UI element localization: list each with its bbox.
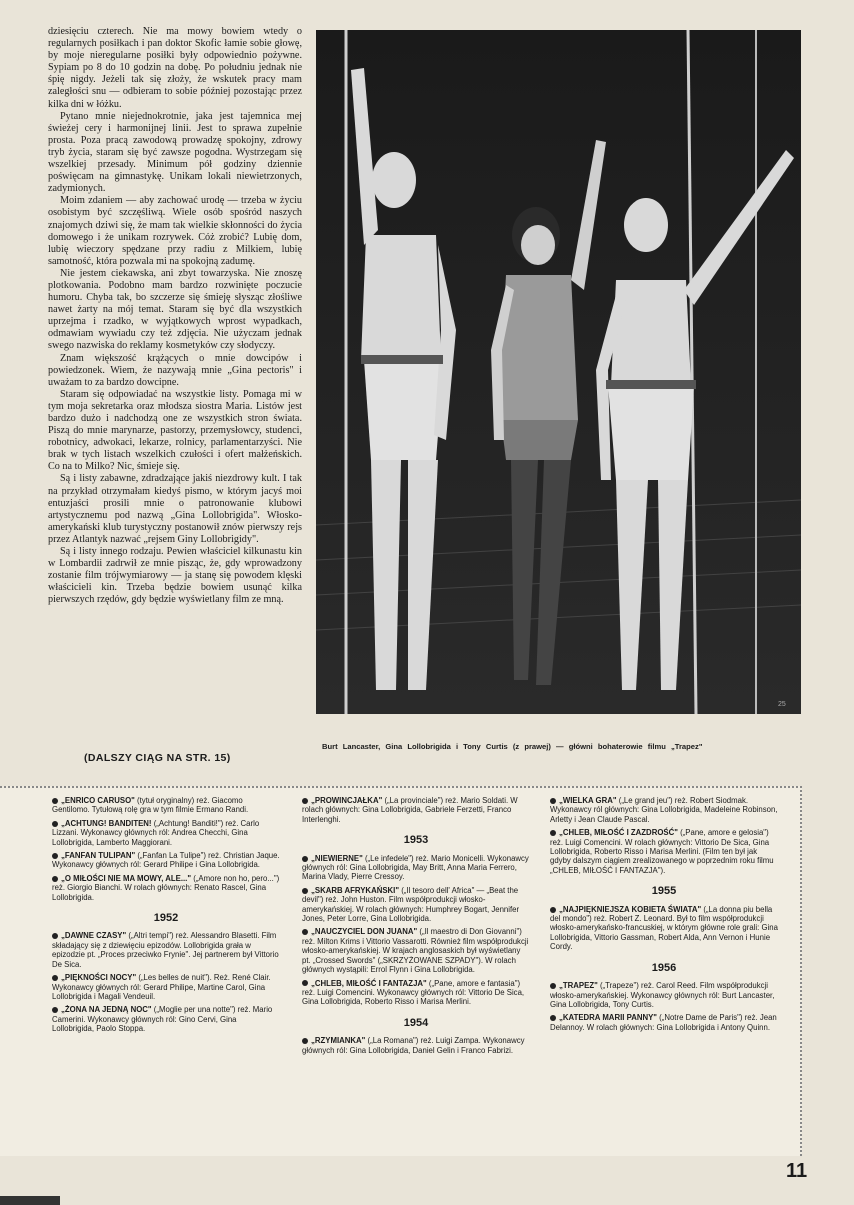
filmography-column-2 bbox=[302, 796, 530, 1059]
bullet-icon bbox=[302, 980, 308, 986]
continued-note: (DALSZY CIĄG NA STR. 15) bbox=[84, 752, 231, 764]
film-details: („Fanfan La Tulipe") reż. Christian Jaque. Wykonawcy głównych ról: Gerard Philipe i Gina Lollobrigida. bbox=[52, 851, 280, 870]
film-details: („Le grand jeu") reż. Robert Siodmak. Wykonawcy ról głównych: Gina Lollobrigida, Madeleine Robinson, Arletty i Jean Claude Pascal. bbox=[550, 796, 778, 824]
film-details: („Altri tempi") reż. Alessandro Blasetti. Film składający się z dziewięciu epizodów. Lollobrigida grała w epizodzie pt. „Proces przeciwko Frynie". Jej partnerem był Vittorio De Sica. bbox=[52, 931, 279, 969]
bullet-icon bbox=[302, 929, 308, 935]
article-paragraph: dziesięciu czterech. Nie ma mowy bowiem wtedy o regularnych posiłkach i pan doktor Skofic łamie sobie głowę, by moje nieregularne posiłki były odpowiednio pożywne. Sypiam po 8 do 10 godzin na dobę. Po południu jednak nie śpię nigdy. Jeżeli tak się złoży, że wskutek pracy mam zaległości snu — odbieram to sobie później pozostając przez kilka dni w łóżku. bbox=[48, 26, 302, 110]
film-entry bbox=[302, 927, 530, 974]
film-title: „NAUCZYCIEL DON JUANA" bbox=[311, 927, 418, 937]
article-text bbox=[48, 26, 302, 607]
bullet-icon bbox=[52, 821, 58, 827]
film-entry bbox=[302, 886, 530, 924]
bullet-icon bbox=[52, 798, 58, 804]
film-details: („Moglie per una notte") reż. Mario Camerini. Wykonawcy głównych ról: Gino Cervi, Gina Lollobrigida, Paolo Stoppa. bbox=[52, 1005, 273, 1034]
bullet-icon bbox=[52, 1007, 58, 1013]
film-details: („Il tesoro dell' Africa" — „Beat the devil") reż. John Huston. Film współprodukcji włosko-amerykańskiej. W rolach głównych: Humphrey Bogart, Jennifer Jones, Peter Lorre, Gina Lollobrigida. bbox=[302, 885, 520, 924]
film-title: „FANFAN TULIPAN" bbox=[61, 851, 136, 861]
bullet-icon bbox=[302, 856, 308, 862]
bullet-icon bbox=[550, 983, 556, 989]
film-entry bbox=[52, 973, 280, 1001]
bullet-icon bbox=[550, 830, 556, 836]
film-details: („Pane, amore e fantasia") reż. Luigi Comencini. Wykonawcy głównych ról: Vittorio De Sica, Gina Lollobrigida, Roberto Risso i Marisa Merlini. bbox=[302, 978, 525, 1007]
year-heading: 1955 bbox=[651, 885, 677, 898]
article-paragraph: Pytano mnie niejednokrotnie, jaka jest tajemnica mej świeżej cery i harmonijnej linii. Jest to sprawa zupełnie prosta. Poza pracą zawodową prowadzę spokojny, zdrowy tryb życia, staram się być zawsze pogodna. Wystrzegam się wszelkiej przesady. Minimum pół godziny dziennie poświęcam na gimnastykę. Unikam lokali niewietrzonych, zadymionych. bbox=[48, 110, 302, 195]
film-title: „PIĘKNOŚCI NOCY" bbox=[61, 973, 137, 983]
film-entry bbox=[52, 796, 280, 815]
filmography-column-3 bbox=[550, 796, 778, 1036]
film-details: (tytuł oryginalny) reż. Giacomo Gentilomo. Tytułową rolę gra w tym filmie Ermano Randi. bbox=[52, 796, 249, 815]
bullet-icon bbox=[550, 798, 556, 804]
film-entry bbox=[550, 796, 778, 824]
film-title: „ENRICO CARUSO" bbox=[61, 796, 135, 805]
bullet-icon bbox=[302, 888, 308, 894]
film-title: „ŻONA NA JEDNĄ NOC" bbox=[61, 1005, 152, 1015]
film-title: „WIELKA GRA" bbox=[559, 796, 617, 805]
bullet-icon bbox=[52, 853, 58, 859]
bullet-icon bbox=[52, 975, 58, 981]
film-entry bbox=[52, 819, 280, 847]
year-heading: 1953 bbox=[403, 834, 429, 847]
film-title: „ACHTUNG! BANDITEN! bbox=[61, 818, 152, 828]
film-entry bbox=[302, 854, 530, 882]
article-paragraph: Znam większość krążących o mnie dowcipów i powiedzonek. Wiem, że nazywają mnie „Gina pectoris" i uważam to za bardzo dowcipne. bbox=[48, 352, 302, 388]
bottom-rule bbox=[0, 1196, 60, 1205]
photo-caption: Burt Lancaster, Gina Lollobrigida i Tony Curtis (z prawej) — główni bohaterowie filmu „Trapez" bbox=[322, 742, 703, 751]
film-entry bbox=[52, 1005, 280, 1033]
photo-corner-number: 25 bbox=[778, 701, 786, 708]
bullet-icon bbox=[52, 933, 58, 939]
film-entry bbox=[550, 981, 778, 1009]
article-paragraph: Moim zdaniem — aby zachować urodę — trzeba w życiu osobistym być szczęśliwą. Wiele osób spośród naszych znajomych dziwi się, że mam tak wielkie skłonności do życia domowego i że unikam rozrywek. Cóż zrobić? Lubię dom, lubię wieczory spędzane przy radiu z Milkiem, lubię samotność, która pozwala mi na spokojną zadumę. bbox=[48, 195, 302, 267]
film-details: („Il maestro di Don Giovanni") reż. Milton Krims i Vittorio Vassarotti. Również film współprodukcji włosko-amerykańskiej. W krajach anglosaskich był wyświetlany pt. „Crossed Swords" („SKRZYŻOWANE SZPADY"). W rolach głównych wystąpili: Errol Flynn i Gina Lollobrigida. bbox=[302, 927, 529, 975]
film-details: („Pane, amore e gelosia") reż. Luigi Comencini. W rolach głównych: Vittorio De Sica, Gina Lollobrigida, Roberto Risso i Marisa Merlini. (Film ten był jak gdyby dalszym ciągiem zrealizowanego w poprzednim roku filmu „CHLEB, MIŁOŚĆ I FANTAZJA"). bbox=[550, 828, 774, 875]
film-entry bbox=[302, 796, 530, 824]
bullet-icon bbox=[302, 1038, 308, 1044]
film-details: („Le infedele") reż. Mario Monicelli. Wykonawcy głównych ról: Gina Lollobrigida, May Britt, Anna Maria Ferrero, Marina Vlady, Pierre Cressoy. bbox=[302, 853, 529, 882]
article-paragraph: Nie jestem ciekawska, ani zbyt towarzyska. Nie znoszę plotkowania. Podobno mam bardzo rozwinięte poczucie humoru. Chyba tak, bo szczerze się śmieję słysząc złośliwe nawet żarty na mój temat. Staram się być dla wszystkich uprzejma i rzadko, w wyjątkowych wprost wypadkach, odmawiam wywiadu czy też zdjęcia. Nie użyczam jednak swego nazwiska do reklamy kosmetyków czy słodyczy. bbox=[48, 267, 302, 352]
film-title: „KATEDRA MARII PANNY" bbox=[559, 1013, 657, 1023]
article-paragraph: Są i listy zabawne, zdradzające jakiś niezdrowy kult. I tak na przykład otrzymałam kiedyś pismo, w którym jacyś moi entuzjaści prosili mnie o patronowanie klubowi artystycznemu pod nazwą „Gina Lollobrigida". Włosko-amerykański klub turystyczny postanowił znów pierwszy rejs przez Atlantyk nazwać „rejsem Giny Lollobrigidy". bbox=[48, 473, 302, 545]
article-paragraph: Są i listy innego rodzaju. Pewien właściciel kilkunastu kin w Lombardii zadrwił ze mnie pisząc, że, gdy wprowadzony zostanie film trójwymiarowy — ja stanę się powodem klęski właścicieli kin. Trzeba będzie bowiem usunąć kilka pierwszych rzędów, gdy będzie wyświetlany film ze mną. bbox=[48, 546, 302, 606]
bullet-icon bbox=[302, 798, 308, 804]
film-entry bbox=[550, 828, 778, 875]
film-title: „NAJPIĘKNIEJSZA KOBIETA ŚWIATA" bbox=[559, 904, 702, 914]
film-details: („Notre Dame de Paris") reż. Jean Delannoy. W rolach głównych: Gina Lollobrigida i Antony Quinn. bbox=[550, 1013, 777, 1032]
bullet-icon bbox=[550, 907, 556, 913]
film-details: („Trapeze") reż. Carol Reed. Film współprodukcji włosko-amerykańskiej. Wykonawcy głównych ról: Burt Lancaster, Gina Lollobrigida, Tony Curtis. bbox=[550, 981, 775, 1009]
film-details: („La Romana") reż. Luigi Zampa. Wykonawcy głównych ról: Gina Lollobrigida, Daniel Gelin i Franco Fabrizi. bbox=[302, 1036, 525, 1055]
film-title: „DAWNE CZASY" bbox=[61, 931, 127, 941]
trapeze-photo bbox=[316, 30, 801, 714]
bullet-icon bbox=[550, 1015, 556, 1021]
film-entry bbox=[52, 851, 280, 870]
film-entry bbox=[302, 979, 530, 1007]
filmography-box bbox=[0, 786, 802, 1156]
year-heading: 1952 bbox=[153, 912, 179, 925]
film-title: „SKARB AFRYKAŃSKI" bbox=[311, 885, 400, 895]
page-number: 11 bbox=[786, 1160, 808, 1182]
film-title: „RZYMIANKA" bbox=[311, 1036, 366, 1046]
film-entry bbox=[52, 931, 280, 969]
film-details: („Amore non ho, pero...") reż. Giorgio Bianchi. W rolach głównych: Renato Rascel, Gina Lollobrigida. bbox=[52, 873, 280, 902]
film-entry bbox=[550, 905, 778, 952]
film-title: „PROWINCJAŁKA" bbox=[311, 796, 383, 805]
film-entry bbox=[302, 1036, 530, 1055]
film-details: („La provinciale") reż. Mario Soldati. W rolach głównych: Gina Lollobrigida, Gabriele Ferzetti, Franco Interlenghi. bbox=[302, 796, 518, 824]
film-details: („Achtung! Banditi!") reż. Carlo Lizzani. Wykonawcy głównych ról: Andrea Checchi, Gina Lollobrigida, Lamberto Maggiorani. bbox=[52, 818, 260, 847]
performers-illustration bbox=[316, 30, 801, 714]
film-entry bbox=[550, 1013, 778, 1032]
film-title: „TRAPEZ" bbox=[559, 981, 598, 991]
article-paragraph: Staram się odpowiadać na wszystkie listy. Pomaga mi w tym moja sekretarka oraz młodsza siostra Maria. Listów jest bardzo dużo i nadchodzą one ze wszystkich stron świata. Piszą do mnie marynarze, pastorzy, przemysłowcy, studenci, robotnicy, adwokaci, lekarze, rolnicy, parlamentarzyści. Nie brak w tych listach wszelkich czułości i ofert małżeńskich. Co na to Milko? Nic, śmieje się. bbox=[48, 388, 302, 473]
year-heading: 1956 bbox=[651, 961, 677, 974]
film-title: „O MIŁOŚCI NIE MA MOWY, ALE..." bbox=[61, 873, 192, 883]
filmography-column-1 bbox=[52, 796, 280, 1038]
film-title: „NIEWIERNE" bbox=[311, 853, 363, 863]
film-title: „CHLEB, MIŁOŚĆ I FANTAZJA" bbox=[311, 978, 427, 988]
film-title: „CHLEB, MIŁOŚĆ I ZAZDROŚĆ" bbox=[559, 828, 678, 838]
film-entry bbox=[52, 874, 280, 902]
film-details: („Les belles de nuit"). Reż. René Clair. Wykonawcy głównych ról: Gerard Philipe, Martine Carol, Gina Lollobrigida i Magali Vendeuil. bbox=[52, 973, 271, 1001]
year-heading: 1954 bbox=[403, 1016, 429, 1029]
film-details: („La donna piu bella del mondo") reż. Robert Z. Leonard. Był to film współprodukcji włosko-amerykańsko-francuskiej, w którym główne role grali: Gina Lollobrigida, Vittorio Gassman, Robert Alda, Ann Vernon i Hunie Cordy. bbox=[550, 904, 778, 952]
bullet-icon bbox=[52, 876, 58, 882]
